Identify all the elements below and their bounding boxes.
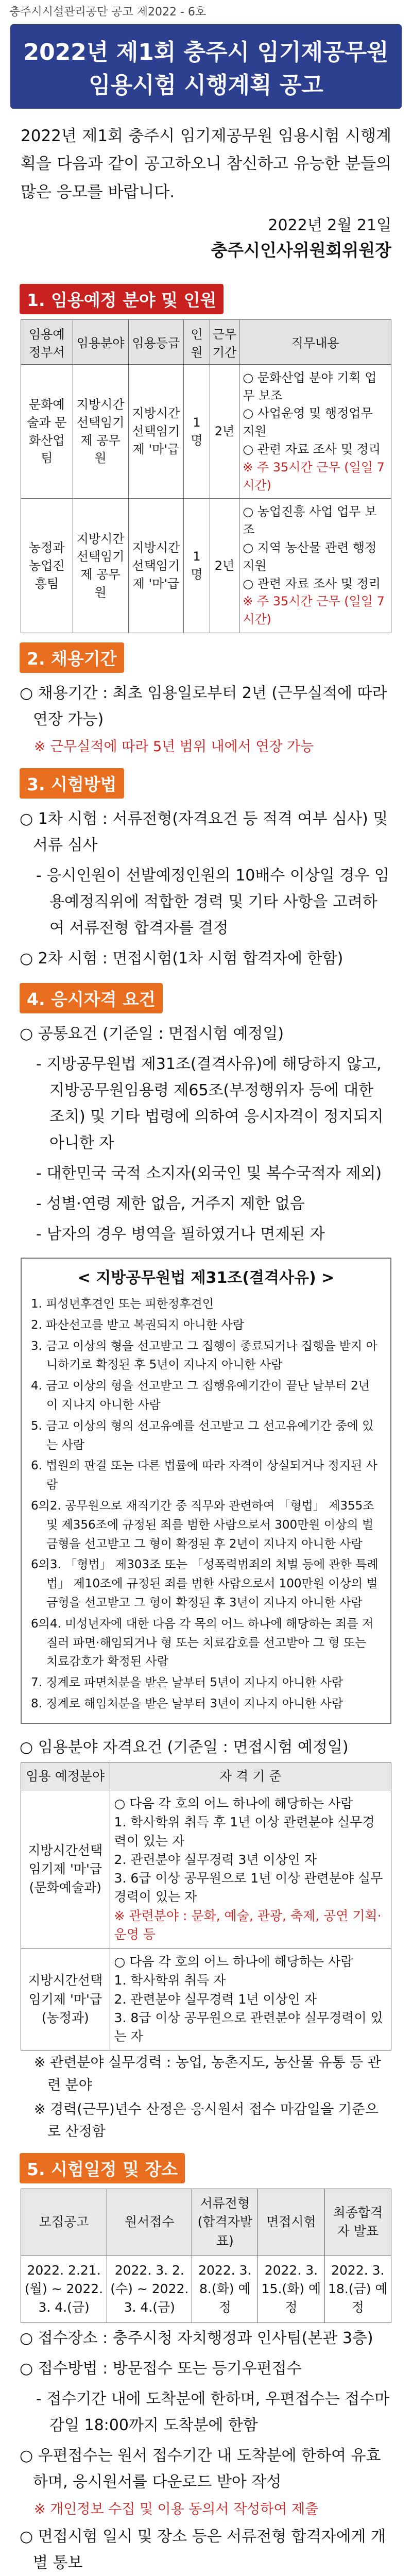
table-header: 최종합격자 발표 [324, 2189, 391, 2256]
criteria-line: 2. 관련분야 실무경력 3년 이상인 자 [114, 1852, 317, 1867]
criteria-line: ○ 다음 각 호의 어느 하나에 해당하는 사람 [114, 1796, 353, 1811]
table-header: 직무내용 [239, 319, 391, 364]
table-header-row [21, 1762, 391, 1790]
disqualification-item: 6의2. 공무원으로 재직기간 중 직무와 관련하여 「형법」 제355조 및 제356조에 규정된 죄를 범한 사람으로서 300만원 이상의 벌금형을 선고받고 그 형이 확정된 후 2년이 지나지 아니한 사람 [31, 1499, 374, 1551]
qualification-lead: ○ 임용분야 자격요건 (기준일 : 면접시험 예정일) [20, 1738, 349, 1756]
qualification-table-wrap [0, 1762, 412, 2051]
section-5-heading: 5. 시험일정 및 장소 [20, 2153, 185, 2183]
disqualification-item: 6. 법원의 판결 또는 다른 법률에 따라 자격이 상실되거나 정지된 사람 [31, 1459, 377, 1492]
cell-schedule: 2022. 3. 15.(화) 예정 [258, 2256, 324, 2323]
disqualification-item: 4. 금고 이상의 형을 선고받고 그 집행유예기간이 끝난 날부터 2년이 지나지 아니한 사람 [31, 1379, 370, 1412]
schedule-table-wrap [0, 2189, 412, 2323]
qualification-table [21, 1762, 391, 2051]
section-4-item: - 지방공무원법 제31조(결격사유)에 해당하지 않고, 지방공무원임용령 제65조(부정행위자 등에 대한 조치) 및 기타 법령에 의하여 응시자격이 정지되지 아니한 자 [36, 1055, 384, 1153]
cell-field: 지방시간선택임기제 '마'급 (농정과) [21, 1948, 110, 2050]
table-header: 인원 [184, 319, 210, 364]
duty-note: ※ 주 35시간 근무 (일일 7시간) [243, 594, 385, 627]
disqualification-item: 3. 금고 이상의 형을 선고받고 그 집행이 종료되거나 집행을 받지 아니하기로 확정된 후 5년이 지나지 아니한 사람 [31, 1339, 377, 1372]
table-header-row [21, 2189, 391, 2256]
page-title: 2022년 제1회 충주시 임기제공무원 임용시험 시행계획 공고 [10, 24, 402, 109]
duty-line: ○ 관련 자료 조사 및 정리 [243, 576, 381, 591]
table-row [21, 2256, 391, 2323]
disqualification-item: 5. 금고 이상의 형의 선고유예를 선고받고 그 선고유예기간 중에 있는 사람 [31, 1419, 374, 1452]
criteria-line: 2. 관련분야 실무경력 1년 이상인 자 [114, 1991, 317, 2007]
duty-note: ※ 주 35시간 근무 (일일 7시간) [243, 460, 385, 493]
cell-field: 지방시간선택임기제 공무원 [73, 364, 128, 499]
section-2-note: ※ 근무실적에 따라 5년 범위 내에서 연장 가능 [34, 738, 314, 755]
disqualification-item: 6의4. 미성년자에 대한 다음 각 목의 어느 하나에 해당하는 죄를 저질러 파면·해임되거나 형 또는 치료감호를 선고받아 그 형 또는 치료감호가 확정된 사람 [31, 1617, 374, 1669]
cell-term: 2년 [210, 364, 239, 499]
cell-schedule: 2022. 3. 18.(금) 예정 [324, 2256, 391, 2323]
section-5-item: ○ 접수방법 : 방문접수 또는 등기우편접수 [20, 2359, 302, 2378]
duty-line: ○ 사업운영 및 행정업무 지원 [243, 406, 373, 439]
disqualification-item: 1. 피성년후견인 또는 피한정후견인 [31, 1297, 214, 1311]
cell-grade: 지방시간선택임기제 '마'급 [128, 364, 184, 499]
recruitment-table-wrap [0, 319, 412, 633]
cell-dept: 농정과 농업진흥팀 [21, 499, 73, 633]
disqualification-title: < 지방공무원법 제31조(결격사유) > [77, 1269, 335, 1287]
schedule-table [21, 2189, 391, 2323]
issuing-organization: 충주시인사위원회위원장 [211, 240, 391, 260]
intro-paragraph: 2022년 제1회 충주시 임기제공무원 임용시험 시행계획을 다음과 같이 공고하오니 참신하고 유능한 분들의 많은 응모를 바랍니다. [21, 127, 391, 201]
table-row [21, 499, 391, 633]
table-header: 모집공고 [21, 2189, 107, 2256]
document-number: 충주시시설관리공단 공고 제2022 - 6호 [9, 6, 207, 19]
section-3-item: ○ 2차 시험 : 면접시험(1차 시험 합격자에 한함) [20, 950, 344, 968]
table-header: 임용 예정분야 [21, 1762, 110, 1790]
cell-criteria [110, 1948, 391, 2050]
duty-line: ○ 지역 농산물 관련 행정 지원 [243, 540, 377, 573]
cell-grade: 지방시간선택임기제 '마'급 [128, 499, 184, 633]
table-header: 임용등급 [128, 319, 184, 364]
table-header: 면접시험 [258, 2189, 324, 2256]
section-4-item: - 남자의 경우 병역을 필하였거나 면제된 자 [36, 1225, 325, 1244]
qualification-note: ※ 관련분야 실무경력 : 농업, 농촌지도, 농산물 유통 등 관련 분야 [34, 2055, 381, 2093]
cell-duties [239, 364, 391, 499]
criteria-line: ○ 다음 각 호의 어느 하나에 해당하는 사람 [114, 1954, 353, 1970]
table-header: 원서접수 [107, 2189, 192, 2256]
criteria-note: ※ 관련분야 : 문화, 예술, 관광, 축제, 공연 기획·운영 등 [114, 1908, 382, 1942]
cell-field: 지방시간선택임기제 '마'급 (문화예술과) [21, 1790, 110, 1948]
cell-count: 1명 [184, 499, 210, 633]
table-header: 임용예정부서 [21, 319, 73, 364]
duty-line: ○ 문화산업 분야 기획 업무 보조 [243, 370, 377, 403]
criteria-line: 3. 6급 이상 공무원으로 1년 이상 관련분야 실무경력이 있는 자 [114, 1871, 383, 1905]
criteria-line: 1. 학사학위 취득 후 1년 이상 관련분야 실무경력이 있는 자 [114, 1815, 375, 1849]
section-5-item: ○ 접수장소 : 충주시청 자치행정과 인사팀(본관 3층) [20, 2329, 373, 2347]
cell-count: 1명 [184, 364, 210, 499]
cell-duties [239, 499, 391, 633]
table-row [21, 1790, 391, 1948]
cell-term: 2년 [210, 499, 239, 633]
section-4-item: - 대한민국 국적 소지자(외국인 및 복수국적자 제외) [36, 1164, 382, 1183]
section-3-item: ○ 1차 시험 : 서류전형(자격요건 등 적격 여부 심사) 및 서류 심사 [20, 810, 388, 855]
section-2-item: ○ 채용기간 : 최초 임용일로부터 2년 (근무실적에 따라 연장 가능) [20, 684, 387, 728]
cell-schedule: 2022. 3. 2.(수) ~ 2022. 3. 4.(금) [107, 2256, 192, 2323]
section-5-item: ○ 우편접수는 원서 접수기간 내 도착분에 한하여 유효하며, 응시원서를 다운로드 받아 작성 [20, 2446, 381, 2491]
section-3-heading: 3. 시험방법 [20, 768, 124, 799]
cell-schedule: 2022. 3. 8.(화) 예정 [192, 2256, 258, 2323]
table-row [21, 364, 391, 499]
table-header: 근무기간 [210, 319, 239, 364]
table-row [21, 1948, 391, 2050]
table-header: 임용분야 [73, 319, 128, 364]
disqualification-item: 8. 징계로 해임처분을 받은 날부터 3년이 지나지 아니한 사람 [31, 1697, 344, 1711]
announcement-date: 2022년 2월 21일 [268, 216, 391, 234]
section-4-item: ○ 공통요건 (기준일 : 면접시험 예정일) [20, 1025, 284, 1043]
qualification-note: ※ 경력(근무)년수 산정은 응시원서 접수 마감일을 기준으로 산정함 [34, 2101, 379, 2140]
section-5-item: ○ 면접시험 일시 및 장소 등은 서류전형 합격자에게 개별 통보 [20, 2527, 386, 2572]
section-4-item: - 성별·연령 제한 없음, 거주지 제한 없음 [36, 1195, 305, 1213]
table-header-row [21, 319, 391, 364]
disqualification-item: 7. 징계로 파면처분을 받은 날부터 5년이 지나지 아니한 사람 [31, 1676, 344, 1690]
section-3-item: - 응시인원이 선발예정인원의 10배수 이상일 경우 임용예정직위에 적합한 경력 및 기타 사항을 고려하여 서류전형 합격자를 결정 [36, 867, 389, 938]
criteria-line: 3. 8급 이상 공무원으로 관련분야 실무경력이 있는 자 [114, 2010, 383, 2044]
cell-dept: 문화예술과 문화산업팀 [21, 364, 73, 499]
disqualification-box [21, 1258, 391, 1724]
section-5-note: ※ 개인정보 수집 및 이용 동의서 작성하여 제출 [34, 2501, 319, 2517]
cell-field: 지방시간선택임기제 공무원 [73, 499, 128, 633]
criteria-line: 1. 학사학위 취득 자 [114, 1973, 226, 1988]
section-4-heading: 4. 응시자격 요건 [20, 983, 163, 1013]
section-5-item: - 접수기간 내에 도착분에 한하며, 우편접수는 접수마감일 18:00까지 도착분에 한함 [36, 2389, 390, 2434]
recruitment-table [21, 319, 391, 633]
disqualification-item: 6의3. 「형법」 제303조 또는 「성폭력범죄의 처벌 등에 관한 특례법」 제10조에 규정된 죄를 범한 사람으로서 100만원 이상의 벌금형을 선고받고 그 형이 확정된 후 3년이 지나지 아니한 사람 [31, 1558, 379, 1610]
disqualification-item: 2. 파산선고를 받고 복권되지 아니한 사람 [31, 1318, 244, 1332]
duty-line: ○ 농업진흥 사업 업무 보조 [243, 504, 377, 537]
duty-line: ○ 관련 자료 조사 및 정리 [243, 442, 381, 456]
table-header: 자 격 기 준 [110, 1762, 391, 1790]
cell-schedule: 2022. 2.21.(월) ~ 2022. 3. 4.(금) [21, 2256, 107, 2323]
section-1-heading: 1. 임용예정 분야 및 인원 [20, 284, 224, 314]
table-header: 서류전형 (합격자발표) [192, 2189, 258, 2256]
section-2-heading: 2. 채용기간 [20, 642, 124, 673]
cell-criteria [110, 1790, 391, 1948]
